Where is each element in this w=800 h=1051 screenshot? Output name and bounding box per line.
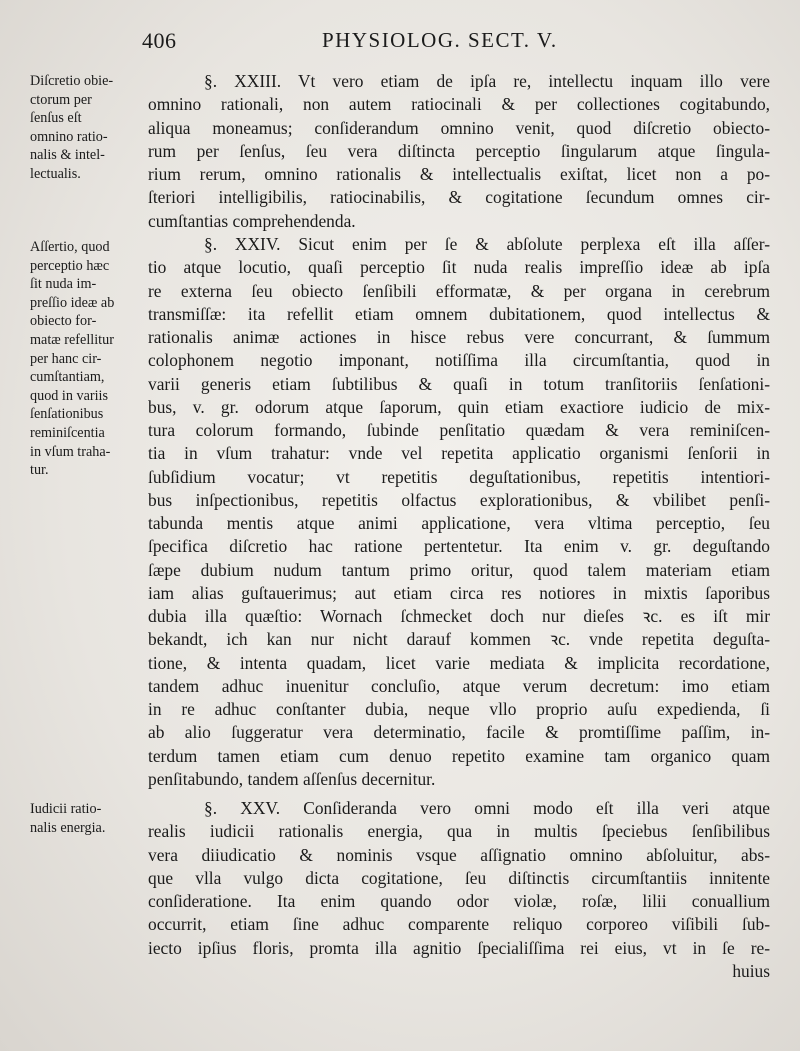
text-line: omnino rationali, non autem ratiocinali & per collectiones cogitabundo, xyxy=(148,94,770,115)
text-line: ſteriori intelligibilis, ratiocinabilis, & cogitatione ſecundum omnes cir- xyxy=(148,187,770,208)
margin-note-line: tur. xyxy=(30,462,49,479)
margin-note-line: nalis energia. xyxy=(30,819,106,836)
text-line: dubia illa quæſtio: Wornach ſchmecket doch nur dieſes ꝛc. es iſt mir xyxy=(148,606,770,626)
text-line: aliqua moneamus; conſiderandum omnino venit, quod diſcretio obiecto- xyxy=(148,117,770,138)
text-line: colophonem negotio imponant, notiſſima illa circumſtantia, quod in xyxy=(148,350,770,371)
margin-note-line: quod in variis xyxy=(30,387,109,404)
margin-note-line: ſenſus eſt xyxy=(30,110,82,127)
margin-note-line: Aſſertio, quod xyxy=(30,239,110,255)
paragraph-xxv xyxy=(148,797,770,983)
margin-note-line: omnino ratio- xyxy=(30,128,108,145)
text-line: tabunda mentis atque animi applicatione, vera vltima perceptio, ſeu xyxy=(148,513,770,533)
text-line: bus inſpectionibus, repetitis olfactus explorationibus, & vbilibet penſi- xyxy=(148,489,770,510)
margin-note-line: ſenſationibus xyxy=(30,406,104,423)
margin-note-line: preſſio ideæ ab xyxy=(30,294,115,311)
text-line: re externa ſeu obiecto ſenſibili efformatæ, & per organa in cerebrum xyxy=(148,280,770,301)
margin-note-line: ſit nuda im- xyxy=(30,276,97,293)
text-line: rum per ſenſus, ſeu vera diſtincta perceptio ſingularum atque ſingula- xyxy=(148,140,770,161)
text-line: penſitabundo, tandem aſſenſus decernitur. xyxy=(148,768,436,789)
margin-note-iudicii xyxy=(30,800,150,837)
text-line: ſubſidium vocatur; vt repetitis deguſtationibus, repetitis intentiori- xyxy=(148,466,770,487)
catchword: huius xyxy=(732,960,770,981)
text-line: §. XXIII. Vt vero etiam de ipſa re, intellectu inquam illo vere xyxy=(204,71,770,91)
margin-note-discretio xyxy=(30,72,150,184)
text-line: ab alio ſuggeratur vera determinatio, facile & promtiſſime paſſim, in- xyxy=(148,722,770,743)
text-line: transmiſſæ: ita refellit etiam omnem dubitationem, quod intellectus & xyxy=(148,303,770,324)
margin-note-line: obiecto for- xyxy=(30,313,97,330)
paragraph-xxiii xyxy=(148,70,770,233)
text-line: bekandt, ich kan nur nicht darauf kommen ꝛc. vnde repetita deguſta- xyxy=(148,629,770,650)
text-line: ſæpe dubium nudum tantum primo oritur, quod talem materiam etiam xyxy=(148,559,770,580)
text-line: tio atque locutio, quaſi perceptio ſit nuda realis impreſſio ideæ ab ipſa xyxy=(148,257,770,278)
text-line: cumſtantias comprehendenda. xyxy=(148,210,356,231)
text-line: tura colorum formando, ſubinde penſitatio quædam & vera reminiſcen- xyxy=(148,420,770,440)
margin-note-line: Iudicii ratio- xyxy=(30,801,102,817)
margin-note-line: Diſcretio obie- xyxy=(30,73,114,89)
page-header xyxy=(0,22,800,52)
margin-note-line: ctorum per xyxy=(30,91,92,108)
text-line: rium rerum, omnino rationalis & intellectualis exiſtat, licet non a po- xyxy=(148,164,770,184)
margin-note-assertio xyxy=(30,238,150,480)
text-line: tia in vſum trahatur: vnde vel repetita applicatio organismi ſenſorii in xyxy=(148,443,770,464)
text-line: §. XXIV. Sicut enim per ſe & abſolute perplexa eſt illa aſſer- xyxy=(204,234,770,254)
margin-note-line: matæ refellitur xyxy=(30,331,114,348)
text-line: tandem adhuc inuenitur concluſio, atque verum decretum: imo etiam xyxy=(148,675,770,696)
running-head: PHYSIOLOG. SECT. V. xyxy=(322,28,558,52)
text-line: ſpecifica diſcretio hac ratione pertentetur. Ita enim v. gr. deguſtando xyxy=(148,536,770,557)
paragraph-xxiv xyxy=(148,233,770,791)
margin-note-line: nalis & intel- xyxy=(30,147,105,164)
text-line: tione, & intenta quadam, licet varie mediata & implicita recordatione, xyxy=(148,652,770,673)
page-number: 406 xyxy=(142,28,177,53)
text-line: terdum tamen etiam cum denuo repetito examine tam organico quam xyxy=(148,745,770,766)
text-line: in re adhuc conſtanter dubia, neque vllo proprio auſu expedienda, ſi xyxy=(148,699,770,719)
text-line: conſideratione. Ita enim quando odor violæ, roſæ, lilii conuallium xyxy=(148,891,770,911)
text-line: bus, v. gr. odorum atque ſaporum, quin etiam exactiore iudicio de mix- xyxy=(148,396,770,417)
margin-note-line: reminiſcentia xyxy=(30,424,105,441)
text-line: vera diiudicatio & nominis vsque aſſignatio omnino abſoluitur, abs- xyxy=(148,844,770,865)
margin-note-line: in vſum traha- xyxy=(30,443,111,460)
margin-note-line: per hanc cir- xyxy=(30,350,102,367)
margin-note-line: lectualis. xyxy=(30,165,81,182)
text-line: iecto ipſius floris, promta illa agnitio ſpecialiſſima rei eius, vt in ſe re- xyxy=(148,937,770,958)
text-line: occurrit, etiam ſine adhuc comparente reliquo corporeo viſibili ſub- xyxy=(148,914,770,935)
text-line: iam alias guſtauerimus; aut etiam circa res notiores in mixtis ſaporibus xyxy=(148,582,770,603)
text-line: que vlla vulgo dicta cogitatione, ſeu diſtinctis circumſtantiis innitente xyxy=(148,867,770,888)
text-line: realis iudicii rationalis energia, qua in multis ſpeciebus ſenſibilibus xyxy=(148,821,770,842)
text-line: rationalis animæ actiones in hisce rebus vere concurrant, & ſummum xyxy=(148,327,770,347)
text-line: varii generis etiam ſubtilibus & quaſi in totum tranſitoriis ſenſationi- xyxy=(148,373,770,394)
margin-note-line: cumſtantiam, xyxy=(30,369,105,386)
margin-note-line: perceptio hæc xyxy=(30,257,110,274)
text-line: §. XXV. Conſideranda vero omni modo eſt illa veri atque xyxy=(204,798,770,818)
